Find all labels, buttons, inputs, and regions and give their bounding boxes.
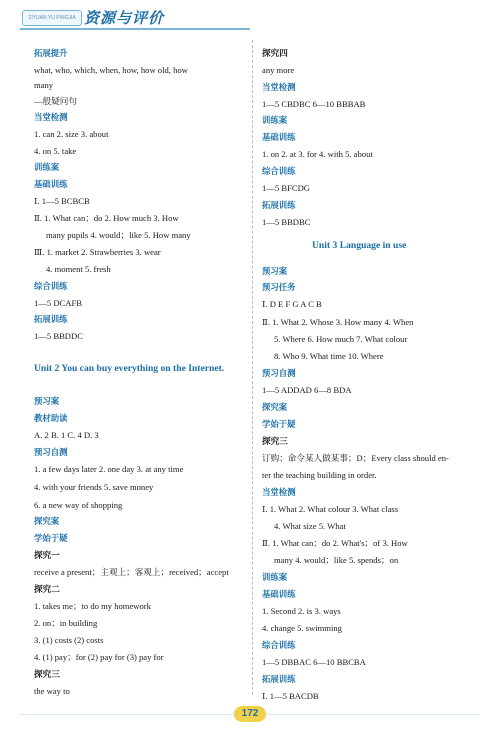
section-heading: 拓展训练 (34, 314, 68, 324)
answer-line: 4. moment 5. fresh (46, 264, 111, 274)
section-heading: 综合训练 (34, 281, 68, 291)
answer-line: 1—5 DCAFB (34, 298, 82, 308)
answer-line: Ⅰ. 1. What 2. What colour 3. What class (262, 504, 399, 514)
answer-line: 3. (1) costs (2) costs (34, 635, 104, 645)
section-heading: 基础训练 (34, 179, 68, 189)
section-heading: 预习自测 (262, 368, 296, 378)
section-heading: 综合训练 (262, 166, 296, 176)
section-heading: 预习自测 (34, 447, 68, 457)
answer-line: 1—5 BBDBC (262, 217, 311, 227)
answer-line: 1—5 ADDAD 6—8 BDA (262, 385, 352, 395)
section-heading: 探究案 (262, 402, 288, 412)
section-heading: 训练案 (262, 115, 288, 125)
answer-line: 1. a few days later 2. one day 3. at any time (34, 464, 184, 474)
answer-line: ter the teaching building in order. (262, 470, 377, 480)
answer-line: many (34, 80, 54, 90)
answer-line: 4. change 5. swimming (262, 623, 342, 633)
header-logo: ZIYUAN YU PINGJIA (22, 10, 82, 26)
answer-line: many 4. would；like 5. spends；on (274, 555, 399, 565)
answer-line: 探究二 (34, 584, 60, 594)
section-heading: 当堂检测 (262, 487, 296, 497)
answer-line: —般疑问句 (34, 96, 77, 106)
answer-line: 4. What size 5. What (274, 521, 346, 531)
header-rule (20, 28, 250, 30)
answer-line: 1—5 BFCDG (262, 183, 310, 193)
section-heading: 拓展提升 (34, 48, 68, 58)
section-heading: 学始于疑 (262, 419, 296, 429)
answer-line: 1—5 DBBAC 6—10 BBCBA (262, 657, 366, 667)
answer-line: Ⅰ. D E F G A C B (262, 299, 322, 309)
section-heading: 拓展训练 (262, 200, 296, 210)
section-heading: 预习案 (34, 396, 60, 406)
section-heading: 综合训练 (262, 640, 296, 650)
section-heading: 预习案 (262, 266, 288, 276)
answer-line: 2. on；in building (34, 618, 98, 628)
section-heading: 基础训练 (262, 589, 296, 599)
section-heading: 当堂检测 (34, 112, 68, 122)
answer-line: Ⅰ. 1—5 BACDB (262, 691, 319, 701)
section-heading: 预习任务 (262, 282, 296, 292)
answer-line: 1—5 BBDDC (34, 331, 83, 341)
header-title: 资源与评价 (84, 9, 165, 27)
section-heading: 拓展训练 (262, 674, 296, 684)
answer-line: 订购；命令某人做某事；D；Every class should en- (262, 453, 449, 463)
page-header (0, 0, 500, 36)
answer-line: A. 2 B. 1 C. 4 D. 3 (34, 430, 99, 440)
answer-line: what, who, which, when, how, how old, how (34, 65, 188, 75)
answer-line: 5. Where 6. How much 7. What colour (274, 334, 408, 344)
answer-line: Ⅱ. 1. What can；do 2. How much 3. How (34, 213, 179, 223)
answer-line: 1. Second 2. is 3. ways (262, 606, 341, 616)
answer-line: Ⅰ. 1—5 BCBCB (34, 196, 90, 206)
answer-line: the way to (34, 686, 70, 696)
section-heading: 探究案 (34, 516, 60, 526)
section-heading: 教材助读 (34, 413, 68, 423)
section-heading: 训练案 (262, 572, 288, 582)
section-heading: 训练案 (34, 162, 60, 172)
unit-title: Unit 3 Language in use (312, 240, 407, 251)
answer-line: receive a present；主观上；客观上；received；accept (34, 567, 229, 577)
answer-line: 1—5 CBDBC 6—10 BBBAB (262, 99, 366, 109)
section-heading: 基础训练 (262, 132, 296, 142)
answer-line: 1. can 2. size 3. about (34, 129, 109, 139)
answer-line: any more (262, 65, 295, 75)
answer-line: 1. on 2. at 3. for 4. with 5. about (262, 149, 373, 159)
answer-line: Ⅱ. 1. What can；do 2. What's；of 3. How (262, 538, 408, 548)
answer-line: Ⅱ. 1. What 2. Whose 3. How many 4. When (262, 317, 414, 327)
answer-line: 6. a new way of shopping (34, 500, 123, 510)
answer-line: Ⅲ. 1. market 2. Strawberries 3. wear (34, 247, 161, 257)
answer-line: 1. takes me；to do my homework (34, 601, 151, 611)
section-heading: 学始于疑 (34, 533, 68, 543)
answer-line: 探究三 (262, 436, 288, 446)
answer-line: many pupils 4. would；like 5. How many (46, 230, 191, 240)
answer-line: 8. Who 9. What time 10. Where (274, 351, 384, 361)
answer-line: 探究三 (34, 669, 60, 679)
answer-line: 探究四 (262, 48, 288, 58)
answer-line: 4. with your friends 5. save money (34, 482, 154, 492)
unit-title: Unit 2 You can buy everything on the Internet. (34, 363, 225, 374)
answer-line: 4. on 5. take (34, 146, 77, 156)
answer-line: 探究一 (34, 550, 60, 560)
page-number: 172 (234, 706, 266, 722)
column-divider (252, 40, 253, 695)
answer-line: 4. (1) pay；for (2) pay for (3) pay for (34, 652, 164, 662)
section-heading: 当堂检测 (262, 82, 296, 92)
